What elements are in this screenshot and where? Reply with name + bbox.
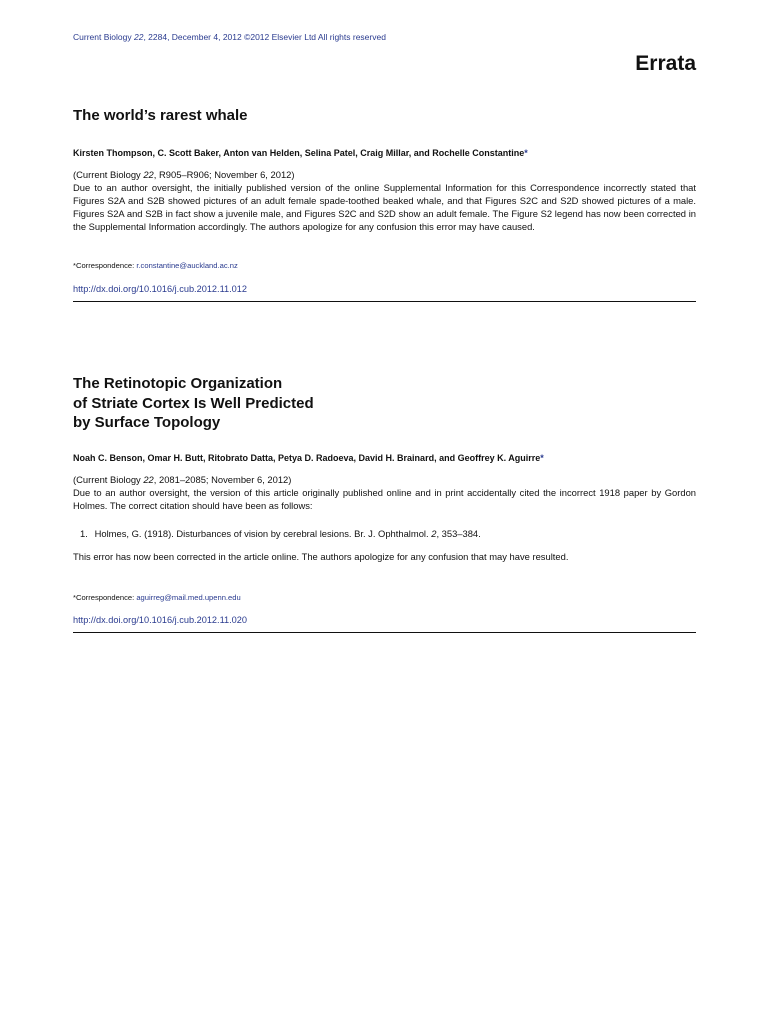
correspondence-email-link[interactable]: aguirreg@mail.med.upenn.edu xyxy=(136,592,241,602)
citation-prefix: (Current Biology xyxy=(73,473,144,485)
doi-link[interactable]: http://dx.doi.org/10.1016/j.cub.2012.11.020 xyxy=(73,614,248,625)
erratum-body: Due to an author oversight, the initially published version of the online Supplemental Information for this Correspondence incorrectly stated that Figures S2A and S2B showed pictures of an adult female spade-toothed beaked whale, and that Figures S2C and S2D showed pictures of a male. Figures S2A and S2B in fact show a juvenile male, and Figures S2C and S2D show an adult female. The Figure S2 legend has now been corrected in the Supplemental Information accordingly. The authors apologize for any confusion this error may have caused. xyxy=(73,181,696,232)
correspondence-email-link[interactable]: r.constantine@auckland.ac.nz xyxy=(136,260,238,270)
title-line: by Surface Topology xyxy=(73,414,221,431)
title-line: The world’s rarest whale xyxy=(73,107,248,124)
reference-item xyxy=(80,527,696,540)
reference-number: 1. xyxy=(80,527,88,539)
erratum-title xyxy=(73,106,696,126)
erratum-resolution: This error has now been corrected in the article online. The authors apologize for any confusion that may have resulted. xyxy=(73,550,569,562)
citation-volume: 22 xyxy=(143,473,154,485)
authors-text: Kirsten Thompson, C. Scott Baker, Anton van Helden, Selina Patel, Craig Millar, and Rochelle Constantine xyxy=(73,147,525,158)
citation-volume: 22 xyxy=(143,168,154,180)
correspondence xyxy=(73,261,696,270)
reference-volume: 2 xyxy=(431,527,437,539)
erratum-2 xyxy=(73,374,696,633)
author-list xyxy=(73,148,696,158)
corresponding-author-mark: * xyxy=(524,147,528,158)
original-citation xyxy=(73,168,696,181)
correspondence-label: *Correspondence: xyxy=(73,592,137,602)
authors-text: Noah C. Benson, Omar H. Butt, Ritobrato Datta, Petya D. Radoeva, David H. Brainard, and Geoffrey K. Aguirre xyxy=(73,452,541,463)
journal-volume: 22 xyxy=(133,32,144,42)
section-divider xyxy=(73,301,696,302)
section-label: Errata xyxy=(635,52,696,75)
original-citation xyxy=(73,473,696,486)
correspondence xyxy=(73,593,696,602)
section-divider xyxy=(73,632,696,633)
erratum-1 xyxy=(73,106,696,302)
reference-pages: , 353–384. xyxy=(436,527,481,539)
correspondence-label: *Correspondence: xyxy=(73,260,137,270)
corresponding-author-mark: * xyxy=(540,452,544,463)
author-list xyxy=(73,453,696,463)
title-line: of Striate Cortex Is Well Predicted xyxy=(73,394,314,412)
journal-issue-info: , 2284, December 4, 2012 ©2012 Elsevier Ltd All rights reserved xyxy=(143,32,386,42)
citation-suffix: , 2081–2085; November 6, 2012) xyxy=(153,473,292,485)
reference-list xyxy=(73,527,696,540)
citation-suffix: , R905–R906; November 6, 2012) xyxy=(153,168,295,180)
journal-name: Current Biology xyxy=(73,32,132,42)
doi-link[interactable]: http://dx.doi.org/10.1016/j.cub.2012.11.012 xyxy=(73,283,248,294)
reference-text: Holmes, G. (1918). Disturbances of vision by cerebral lesions. Br. J. Ophthalmol. xyxy=(94,527,432,539)
erratum-title xyxy=(73,374,696,433)
citation-prefix: (Current Biology xyxy=(73,168,144,180)
erratum-body: Due to an author oversight, the version of this article originally published online and in print accidentally cited the incorrect 1918 paper by Gordon Holmes. The correct citation should have been as follows: xyxy=(73,486,696,511)
title-line: The Retinotopic Organization xyxy=(73,375,283,392)
running-head xyxy=(73,32,386,42)
